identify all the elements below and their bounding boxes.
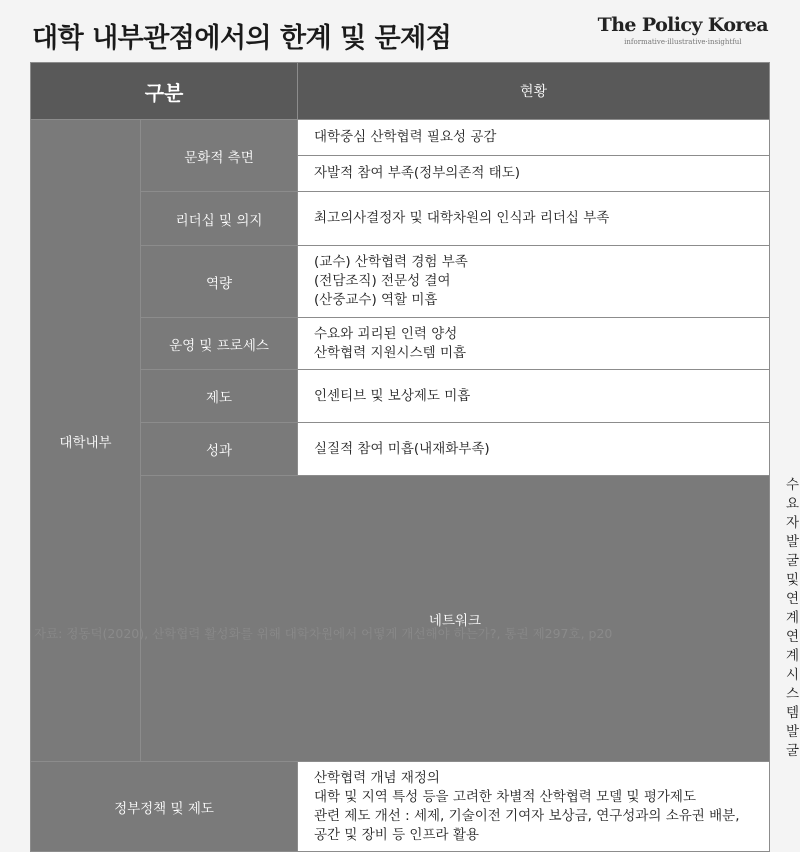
row-value-line: 인센티브 및 보상제도 미흡	[314, 387, 471, 404]
row-category: 문화적 측면	[141, 120, 298, 192]
row-value	[298, 423, 770, 476]
brand-logo	[598, 14, 768, 46]
table-row	[31, 246, 770, 318]
brand-name: The Policy Korea	[597, 14, 768, 36]
row-value-line: (전담조직) 전문성 결여	[314, 273, 451, 289]
row-category: 제도	[141, 370, 298, 423]
row-value-line: 공간 및 장비 등 인프라 활용	[314, 826, 479, 843]
row-value	[298, 318, 770, 370]
issues-table	[30, 62, 800, 852]
row-value-line: 실질적 참여 미흡(내재화부족)	[314, 440, 490, 457]
row-value	[298, 762, 770, 852]
row-value-line: 대학중심 산학협력 필요성 공감	[314, 129, 497, 145]
row-category-policy: 정부정책 및 제도	[31, 762, 298, 852]
brand-tagline: informative·illustrative·insightful	[624, 38, 742, 46]
row-value-line: 자발적 참여 부족(정부의존적 태도)	[314, 165, 520, 181]
row-value-line: 관련 제도 개선 : 세제, 기술이전 기여자 보상금, 연구성과의 소유권 배분,	[314, 807, 740, 824]
table-row	[31, 762, 770, 852]
row-value-line: (산중교수) 역할 미흡	[314, 292, 438, 308]
row-value	[298, 120, 770, 156]
table-row	[31, 192, 770, 246]
page-title: 대학 내부관점에서의 한계 및 문제점	[32, 23, 452, 54]
row-category: 리더십 및 의지	[141, 192, 298, 246]
table-row	[31, 423, 770, 476]
row-value	[298, 370, 770, 423]
row-value-line: 산학협력 지원시스템 미흡	[314, 344, 467, 361]
row-category-network: 네트워크	[141, 476, 770, 762]
row-value-line: 수요와 괴리된 인력 양성	[314, 325, 458, 342]
row-value-line: 최고의사결정자 및 대학차원의 인식과 리더십 부족	[314, 210, 610, 226]
header-category: 구분	[31, 63, 298, 120]
row-value	[298, 156, 770, 192]
row-value	[298, 192, 770, 246]
source-note: 자료: 정동덕(2020), 산학협력 활성화를 위해 대학차원에서 어떻게 개선해야 하는가?, 통권 제297호, p20	[34, 626, 613, 641]
table-row	[31, 318, 770, 370]
row-value-line: 산학협력 개념 재정의	[314, 769, 440, 786]
row-category: 성과	[141, 423, 298, 476]
row-value-line: 대학 및 지역 특성 등을 고려한 차별적 산학협력 모델 및 평가제도	[314, 788, 696, 805]
table-row	[31, 370, 770, 423]
row-category: 역량	[141, 246, 298, 318]
table-row: 네트워크 수요자 발굴 및 연계 연계시스템 발굴	[31, 476, 770, 762]
table-row	[31, 120, 770, 156]
table-header-row	[31, 63, 770, 120]
row-value	[298, 246, 770, 318]
group-label-university: 대학내부	[31, 120, 141, 762]
header-status: 현황	[298, 63, 770, 120]
row-value-line: (교수) 산학협력 경험 부족	[314, 254, 468, 270]
row-category: 운영 및 프로세스	[141, 318, 298, 370]
